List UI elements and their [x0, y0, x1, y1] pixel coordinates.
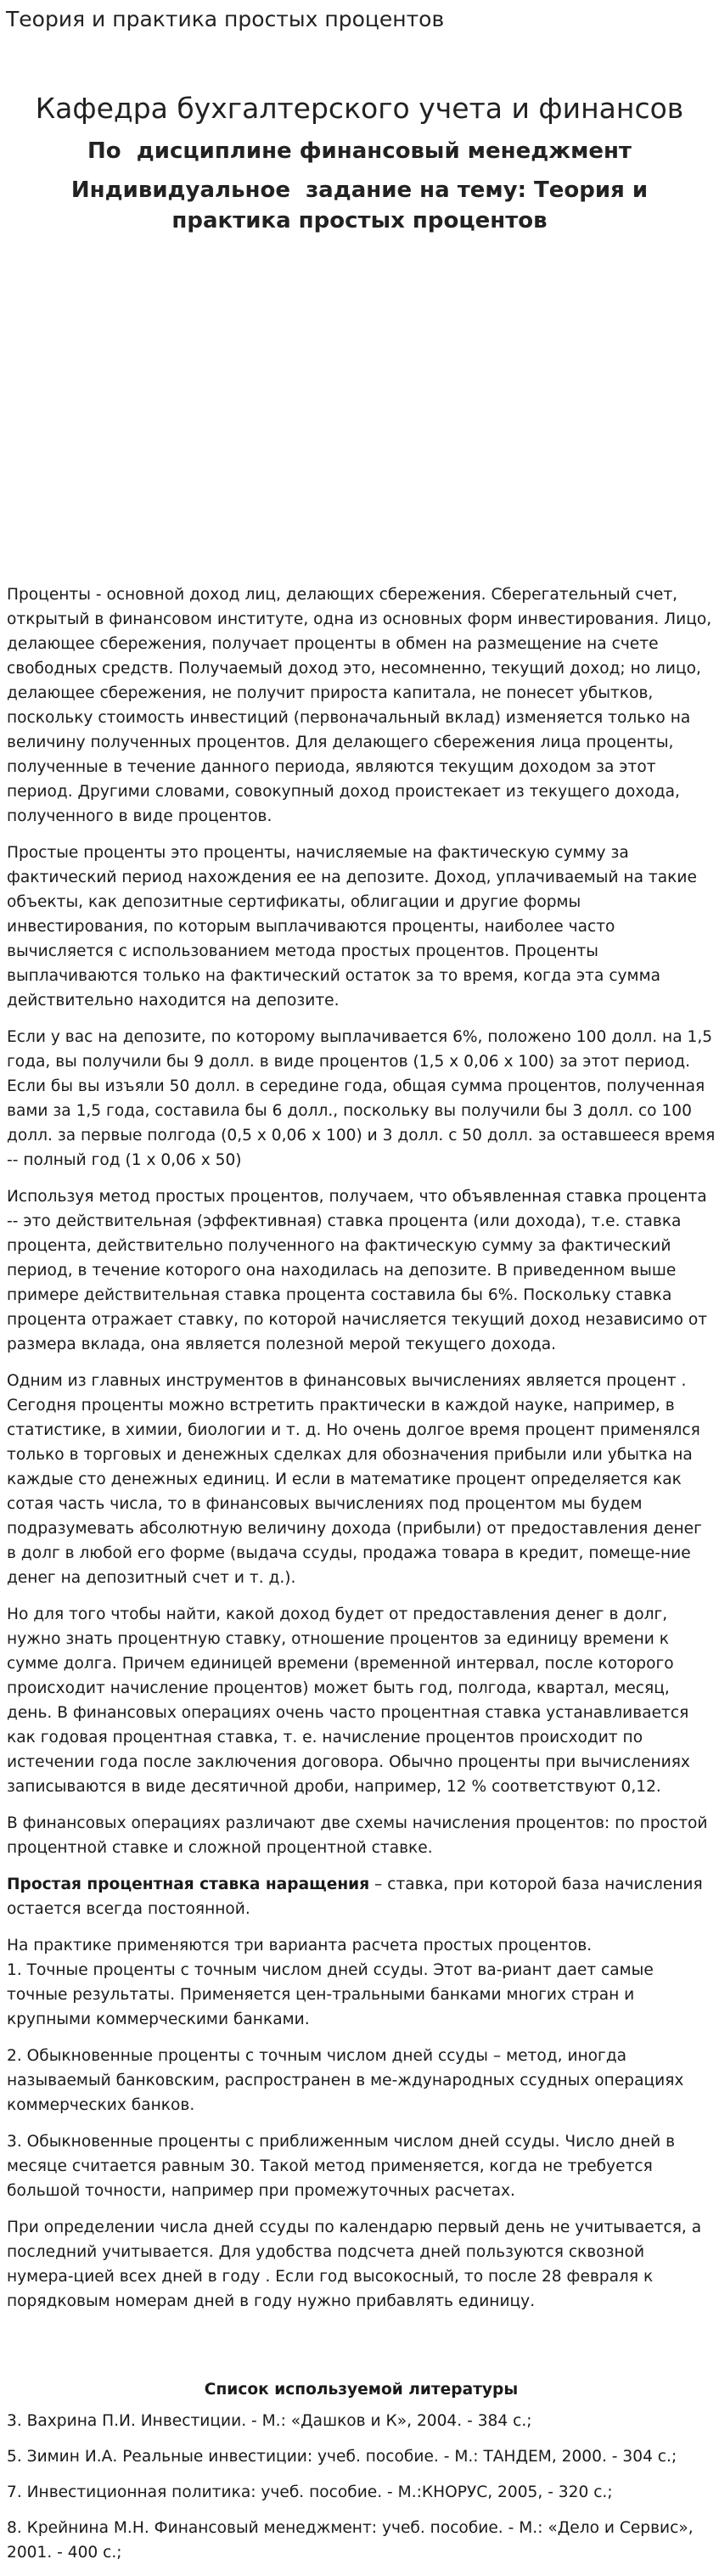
- paragraph: Но для того чтобы найти, какой доход будет от предоставления денег в долг, нужно знать процентную ставку, отношение процентов за единицу времени к сумме долга. Причем единицей времени (временной интервал, после которого происходит начисление процентов) может быть год, полгода, квартал, месяц, день. В финансовых операциях очень часто процентная ставка устанавливается как годовая процентная ставка, т. е. начисление процентов происходит по истечении года после заключения договора. Обычно проценты при вычислениях записываются в виде десятичной дроби, например, 12 % соответствуют 0,12.: [7, 1606, 690, 1796]
- paragraph: В финансовых операциях различают две схемы начисления процентов: по простой процентной ставке и сложной процентной ставке.: [7, 1814, 708, 1857]
- paragraph: Если у вас на депозите, по которому выплачивается 6%, положено 100 долл. на 1,5 года, вы получили бы 9 долл. в виде процентов (1,5 х 0,06 х 100) за этот период. Если бы вы изъяли 50 долл. в середине года, общая сумма процентов, полученная вами за 1,5 года, составила бы 6 долл., поскольку вы получили бы 3 долл. со 100 долл. за первые полгода (0,5 х 0,06 х 100) и 3 долл. с 50 долл. за оставшееся время -- полный год (1 х 0,06 х 50): [7, 1028, 716, 1169]
- definition-text: – ставка, при которой база начисления остается всегда постоянной.: [7, 1876, 703, 1918]
- methods-list: [7, 1933, 716, 2032]
- assignment-title: Индивидуальное задание на тему: Теория и практика простых процентов: [70, 177, 656, 233]
- page-header-title: Теория и практика простых процентов: [6, 7, 445, 31]
- reference-item: 7. Инвестиционная политика: учеб. пособие. - М.:КНОРУС, 2005, - 320 с.;: [7, 2483, 613, 2501]
- document-body: [7, 582, 716, 2326]
- discipline-title: По дисциплине финансовый менеджмент: [87, 138, 632, 164]
- paragraph: Используя метод простых процентов, получаем, что объявленная ставка процента -- это действительная (эффективная) ставка процента (или дохода), т.е. ставка процента, действительно полученного на фактическую сумму за фактический период, в течение которого она находилась на депозите. В приведенном выше примере действительная ставка процента составила бы 6%. Поскольку ставка процента отражает ставку, по которой начисляется текущий доход независимо от размера вклада, она является полезной мерой текущего дохода.: [7, 1188, 708, 1353]
- references-title: Список используемой литературы: [204, 2381, 519, 2399]
- list-intro: На практике применяются три варианта расчета простых процентов.: [7, 1937, 593, 1954]
- paragraph: Проценты - основной доход лиц, делающих сбережения. Сберегательный счет, открытый в финансовом институте, одна из основных форм инвестирования. Лицо, делающее сбережения, получает проценты в обмен на размещение на счете свободных средств. Получаемый доход это, несомненно, текущий доход; но лицо, делающее сбережения, не получит прироста капитала, не понесет убытков, поскольку стоимость инвестиций (первоначальный вклад) изменяется только на величину полученных процентов. Для делающего сбережения лица проценты, полученные в течение данного периода, являются текущим доходом за этот период. Другими словами, совокупный доход проистекает из текущего дохода, полученного в виде процентов.: [7, 586, 712, 825]
- list-item: 3. Обыкновенные проценты с приближенным числом дней ссуды. Число дней в месяце считается равным 30. Такой метод применяется, когда не требуется большой точности, например при промежуточных расчетах.: [7, 2133, 676, 2200]
- references-section: [7, 2377, 716, 2576]
- paragraph: Одним из главных инструментов в финансовых вычислениях является процент . Сегодня проценты можно встретить практически в каждой науке, например, в статистике, в химии, биологии и т. д. Но очень долгое время процент применялся только в торговых и денежных сделках для обозначения прибыли или убытка на каждые сто денежных единиц. И если в математике процент определяется как сотая часть числа, то в финансовых вычислениях под процентом мы будем подразумевать абсолютную величину дохода (прибыли) от предоставления денег в долг в любой его форме (выдача ссуды, продажа товара в кредит, помеще-ние денег на депозитный счет и т. д.).: [7, 1372, 702, 1587]
- list-item: 2. Обыкновенные проценты с точным числом дней ссуды – метод, иногда называемый банковским, распространен в ме-ждународных ссудных операциях коммерческих банков.: [7, 2047, 684, 2114]
- definition-term: Простая процентная ставка наращения: [7, 1876, 370, 1893]
- paragraph: Простые проценты это проценты, начисляемые на фактическую сумму за фактический период нахождения ее на депозите. Доход, уплачиваемый на такие объекты, как депозитные сертификаты, облигации и другие формы инвестирования, по которым выплачиваются проценты, наиболее часто вычисляется с использованием метода простых процентов. Проценты выплачиваются только на фактический остаток за то время, когда эта сумма действительно находится на депозите.: [7, 844, 697, 1010]
- list-item: 1. Точные проценты с точным числом дней ссуды. Этот ва-риант дает самые точные результаты. Применяется цен-тральными банками многих стран и крупными коммерческими банками.: [7, 1961, 654, 2028]
- definition-paragraph: [7, 1872, 716, 1921]
- reference-item: 8. Крейнина М.Н. Финансовый менеджмент: учеб. пособие. - М.: «Дело и Сервис», 2001. - 400 с.;: [7, 2519, 694, 2562]
- department-title: Кафедра бухгалтерского учета и финансов: [35, 92, 684, 125]
- paragraph: При определении числа дней ссуды по календарю первый день не учитывается, а последний учитывается. Для удобства подсчета дней пользуются сквозной нумера-цией всех дней в году . Если год высокосный, то после 28 февраля к порядковым номерам дней в году нужно прибавлять единицу.: [7, 2219, 702, 2310]
- reference-item: 3. Вахрина П.И. Инвестиции. - М.: «Дашков и К», 2004. - 384 с.;: [7, 2412, 532, 2430]
- reference-item: 5. Зимин И.А. Реальные инвестиции: учеб. пособие. - М.: ТАНДЕМ, 2000. - 304 с.;: [7, 2448, 677, 2466]
